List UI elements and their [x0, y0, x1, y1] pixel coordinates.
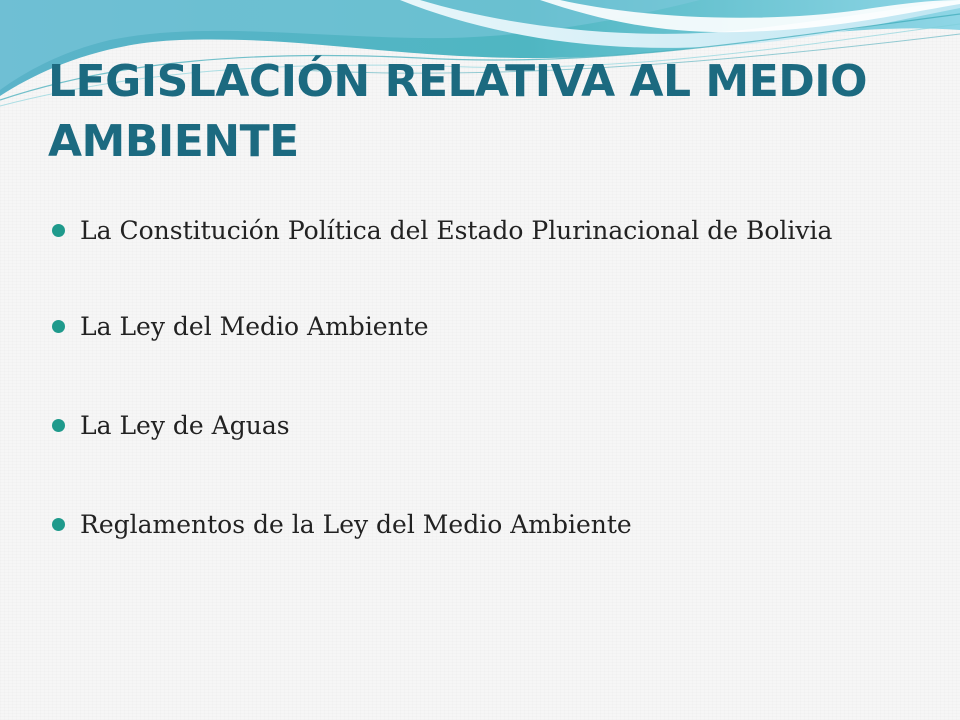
bullet-list: [50, 212, 906, 544]
bullet-icon: [52, 320, 65, 333]
list-item-text: Reglamentos de la Ley del Medio Ambiente: [80, 510, 632, 539]
list-item: [50, 308, 906, 346]
list-item: [50, 506, 906, 544]
list-item-text: La Ley del Medio Ambiente: [80, 312, 429, 341]
slide-title: [48, 52, 928, 172]
list-item-text: La Ley de Aguas: [80, 411, 290, 440]
bullet-icon: [52, 419, 65, 432]
bullet-icon: [52, 518, 65, 531]
bullet-icon: [52, 224, 65, 237]
title-line-1: LEGISLACIÓN RELATIVA AL MEDIO: [48, 56, 868, 107]
list-item: [50, 407, 906, 445]
title-line-2: AMBIENTE: [48, 116, 299, 167]
list-item-text: La Constitución Política del Estado Plurinacional de Bolivia: [80, 216, 833, 245]
list-item: [50, 212, 906, 250]
